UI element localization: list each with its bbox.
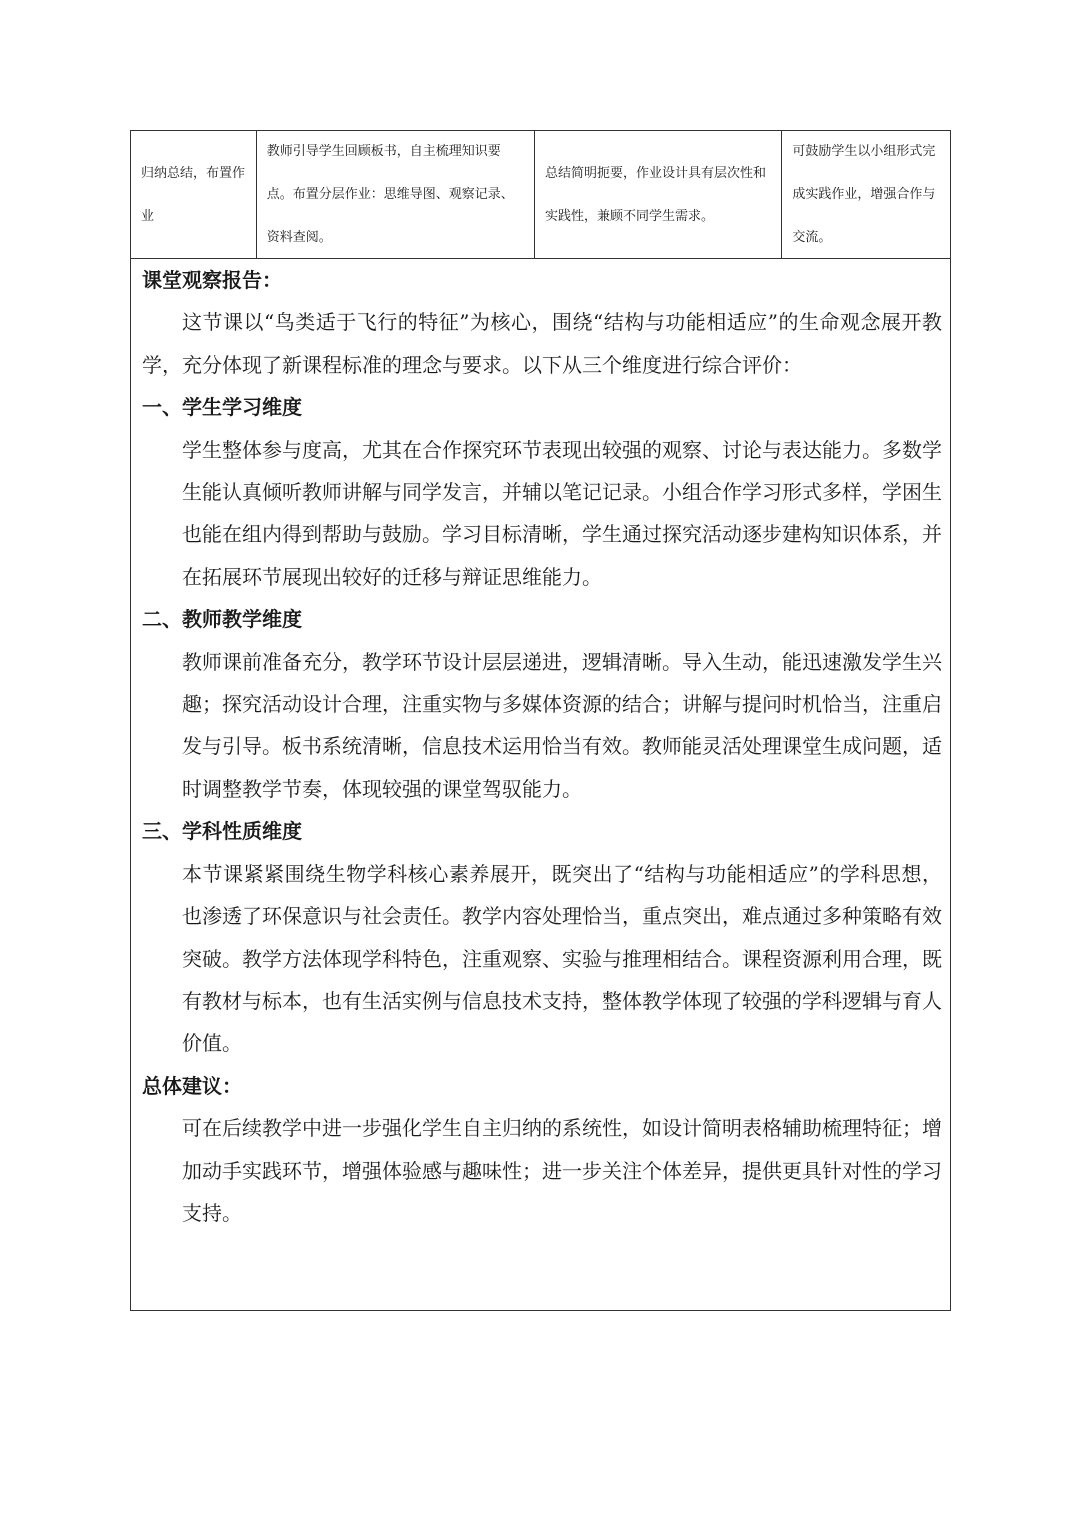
teacher-activity-text: 教师引导学生回顾板书，自主梳理知识要点。布置分层作业：思维导图、观察记录、资料查阅。 (266, 144, 514, 245)
section-heading-student: 一、学生学习维度 (142, 395, 302, 420)
suggestion-text: 可鼓励学生以小组形式完成实践作业，增强合作与交流。 (792, 144, 936, 245)
section-body-subject: 本节课紧紧围绕生物学科核心素养展开，既突出了“结构与功能相适应”的学科思想，也渗透了环保意识与社会责任。教学内容处理恰当，重点突出，难点通过多种策略有效突破。教学方法体现学科特色，注重观察、实验与推理相结合。课程资源利用合理，既有教材与标本，也有生活实例与信息技术支持，整体教学体现了较强的学科逻辑与育人价值。 (182, 861, 942, 1056)
observation-report-box (130, 259, 951, 1311)
design-intent-cell (535, 131, 782, 258)
section-body-teacher: 教师课前准备充分，教学环节设计层层递进，逻辑清晰。导入生动，能迅速激发学生兴趣；探究活动设计合理，注重实物与多媒体资源的结合；讲解与提问时机恰当，注重启发与引导。板书系统清晰，信息技术运用恰当有效。教师能灵活处理课堂生成问题，适时调整教学节奏，体现较强的课堂驾驭能力。 (182, 649, 942, 801)
section-body-student: 学生整体参与度高，尤其在合作探究环节表现出较强的观察、讨论与表达能力。多数学生能认真倾听教师讲解与同学发言，并辅以笔记记录。小组合作学习形式多样，学困生也能在组内得到帮助与鼓励。学习目标清晰，学生通过探究活动逐步建构知识体系，并在拓展环节展现出较好的迁移与辩证思维能力。 (182, 437, 942, 589)
stage-text: 归纳总结，布置作业 (141, 165, 246, 224)
report-title: 课堂观察报告： (142, 268, 282, 292)
summary-heading: 总体建议： (142, 1073, 242, 1098)
summary-body: 可在后续教学中进一步强化学生自主归纳的系统性，如设计简明表格辅助梳理特征；增加动手实践环节，增强体验感与趣味性；进一步关注个体差异，提供更具针对性的学习支持。 (182, 1116, 942, 1225)
section-heading-teacher: 二、教师教学维度 (142, 607, 302, 632)
report-intro: 这节课以“鸟类适于飞行的特征”为核心，围绕“结构与功能相适应”的生命观念展开教学，充分体现了新课程标准的理念与要求。以下从三个维度进行综合评价： (142, 310, 942, 377)
suggestion-cell (782, 131, 950, 258)
lesson-stage-table-row (130, 130, 951, 259)
stage-cell (131, 131, 257, 258)
report-text (142, 259, 942, 1234)
design-intent-text: 总结简明扼要，作业设计具有层次性和实践性，兼顾不同学生需求。 (545, 165, 767, 224)
teacher-activity-cell (257, 131, 535, 258)
section-heading-subject: 三、学科性质维度 (142, 819, 302, 844)
